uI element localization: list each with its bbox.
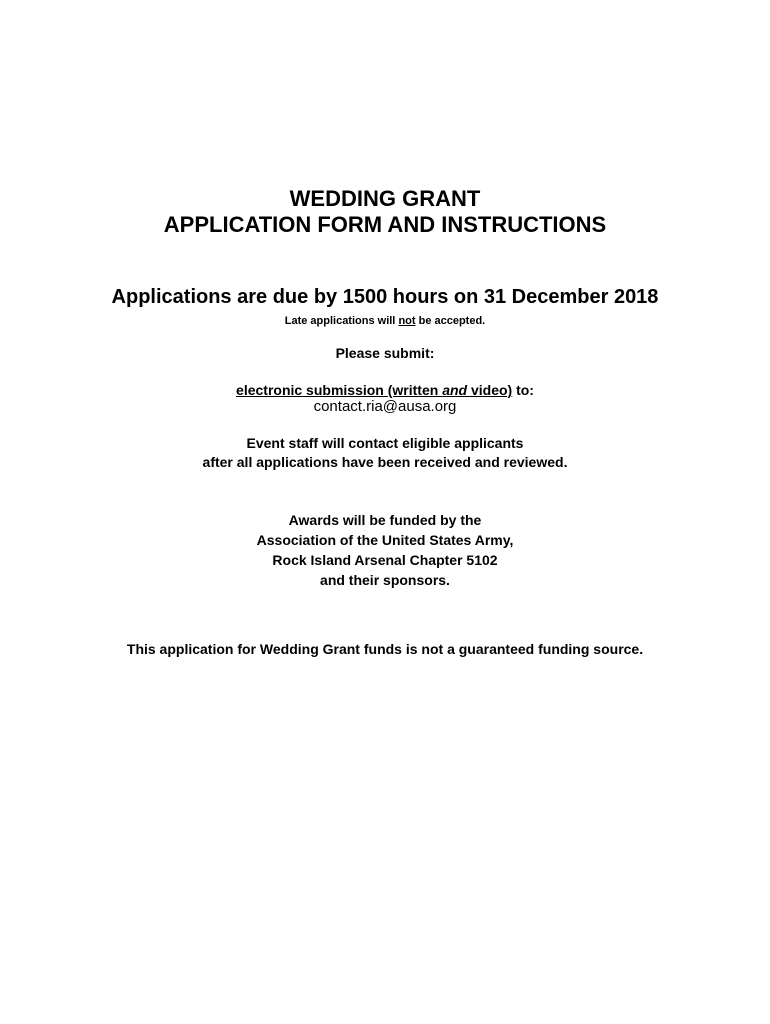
document-title-line-1: WEDDING GRANT: [289, 186, 481, 211]
funding-line-2: Association of the United States Army,: [256, 532, 514, 548]
contact-notice-line-2: after all applications have been received and reviewed.: [202, 454, 568, 470]
contact-notice-line-1: Event staff will contact eligible applicants: [246, 435, 524, 451]
contact-email: contact.ria@ausa.org: [313, 398, 457, 415]
late-notice-after: be accepted.: [415, 315, 486, 327]
submission-method: [0, 383, 770, 397]
disclaimer: This application for Wedding Grant funds is not a guaranteed funding source.: [126, 641, 644, 657]
submission-method-part1: electronic submission (written: [236, 382, 443, 398]
funding-line-4: and their sponsors.: [320, 572, 450, 588]
late-notice-emphasis: not: [398, 315, 416, 327]
late-notice: [0, 316, 770, 327]
document-title-line-2: APPLICATION FORM AND INSTRUCTIONS: [163, 212, 607, 237]
deadline-heading: Applications are due by 1500 hours on 31 December 2018: [111, 286, 659, 308]
submit-heading: Please submit:: [335, 345, 435, 361]
submission-method-part4: to:: [512, 382, 534, 398]
submission-method-part2: and: [442, 382, 468, 398]
funding-line-1: Awards will be funded by the: [288, 512, 482, 528]
late-notice-before: Late applications will: [284, 315, 399, 327]
funding-line-3: Rock Island Arsenal Chapter 5102: [272, 552, 498, 568]
submission-method-part3: video): [467, 382, 513, 398]
